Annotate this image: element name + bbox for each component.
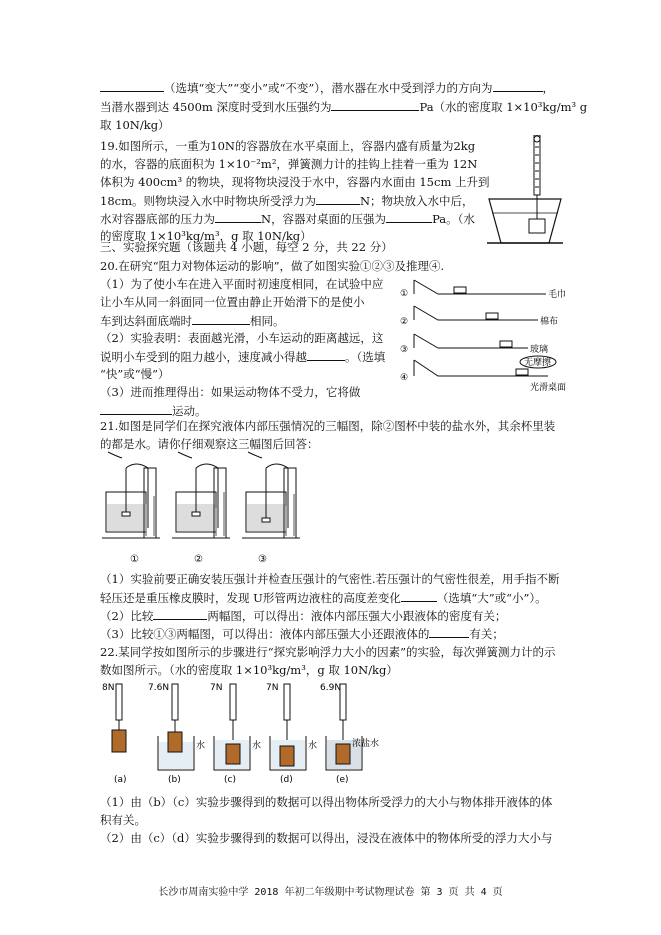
q22-line-3: （1）由（b）（c）实验步骤得到的数据可以得出物体所受浮力的大小与物体排开液体的体 [100, 795, 553, 809]
ramp-4 [400, 356, 566, 393]
block-icon [280, 746, 294, 766]
cart-icon [454, 287, 466, 293]
spring-scale-icon [284, 684, 290, 720]
surface-label: 光滑桌面 [530, 383, 567, 393]
figure-label: ③ [258, 554, 267, 565]
figure-label: ② [194, 554, 203, 565]
answer-blank[interactable] [192, 313, 250, 325]
q20-line-8: （3）进而推理得出：如果运动物体不受力，它将做 [100, 385, 361, 399]
cloud-label: 无摩擦 [524, 358, 552, 368]
figure-label: ④ [400, 373, 409, 383]
step-e [320, 683, 379, 785]
surface-label: 毛巾 [548, 290, 567, 300]
q21-line-1: 21.如图是同学们在探究液体内部压强情况的三幅图，除②图杯中装的盐水外，其余杯里装 [100, 419, 556, 433]
cart-icon [486, 313, 498, 319]
scale-reading: 8N [102, 683, 115, 693]
ramp-1 [400, 280, 566, 300]
q21-line-2: 的都是水。请你仔细观察这三幅图后回答： [100, 437, 319, 451]
cart-icon [500, 341, 512, 347]
step-a [102, 683, 127, 785]
block-icon [336, 744, 350, 764]
figure-label: ② [400, 317, 409, 327]
answer-blank[interactable] [331, 99, 419, 111]
q21-line-3: （1）实验前要正确安装压强计并检查压强计的气密性.若压强计的气密性很差，用手指不断 [100, 572, 560, 586]
figure-label: ③ [400, 345, 409, 355]
cart-icon [516, 369, 528, 375]
scale-reading: 7N [210, 683, 223, 693]
answer-blank[interactable] [386, 211, 432, 223]
block-icon [226, 744, 240, 764]
page-footer: 长沙市周南实验中学 2018 年初二年级期中考试物理试卷 第 3 页 共 4 页 [158, 887, 503, 898]
q20-line-1: 20.在研究“阻力对物体运动的影响”，做了如图实验①②③及推理④. [100, 259, 445, 273]
answer-blank[interactable] [493, 80, 543, 92]
q20-line-5: （2）实验表明：表面越光滑，小车运动的距离越远，这 [100, 331, 384, 345]
q19-line-1: 19.如图所示，一重为10N的容器放在水平桌面上，容器内盛有质量为2kg [100, 139, 476, 153]
figure-label: ① [400, 289, 409, 299]
spring-scale-icon [116, 684, 122, 720]
answer-blank[interactable] [215, 211, 261, 223]
pressure-gauge-figure [100, 448, 320, 568]
scale-reading: 7.6N [148, 683, 170, 693]
q20-line-2: （1）为了使小车在进入平面时初速度相同，在试验中应 [100, 277, 384, 291]
liquid-label: 水 [252, 741, 262, 751]
q19-line-3: 体积为 400cm³ 的物块，现将物块浸没于水中，容器内水面由 15cm 上升到 [100, 175, 490, 189]
spring-scale-icon [230, 684, 236, 720]
container-icon [489, 199, 561, 243]
q20-line-4: 车到达斜面底端时 相同。 [100, 314, 285, 328]
liquid-label: 水 [196, 741, 206, 751]
step-label: (b) [168, 775, 181, 785]
answer-blank[interactable] [429, 626, 469, 638]
block-icon [168, 732, 182, 752]
q20-line-3: 让小车从同一斜面同一位置由静止开始滑下的是使小 [100, 295, 365, 309]
q18-line-1: （选填“变大”“变小”或“不变”），潜水器在水中受到浮力的方向为 ， [100, 80, 554, 96]
step-b [148, 683, 205, 785]
ramp-3 [400, 334, 548, 355]
hand-icon [108, 452, 122, 458]
liquid-label: 水 [308, 741, 318, 751]
gauge-setup-1 [102, 452, 160, 565]
hand-icon [248, 452, 262, 458]
step-label: (a) [114, 775, 127, 785]
q22-line-5: （2）由（c）（d）实验步骤得到的数据可以得出，浸没在液体中的物体所受的浮力大小与 [100, 831, 553, 845]
spring-scale-icon [534, 135, 540, 195]
q19-line-5: 水对容器底部的压力为 N，容器对桌面的压强为 Pa。（水 [100, 212, 475, 226]
section-heading: 三、实验探究题（该题共 4 小题，每空 2 分，共 22 分） [100, 240, 393, 254]
q20-line-9: 运动。 [100, 403, 207, 419]
ramp-2 [400, 306, 558, 327]
ramp-experiment-figure [398, 274, 568, 396]
block-icon [529, 219, 545, 233]
scale-reading: 6.9N [320, 683, 342, 693]
step-label: (c) [224, 775, 236, 785]
liquid-label: 浓盐水 [352, 739, 380, 749]
q21-line-5: （2）比较 两幅图，可以得出：液体内部压强大小跟液体的密度有关； [100, 609, 507, 623]
answer-blank[interactable] [100, 403, 172, 415]
q19-line-6: 的密度取 1×10³kg/m³，g 取 10N/kg） [100, 229, 312, 243]
q18-line-2: 当潜水器到达 4500m 深度时受到水压强约为 Pa（水的密度取 1×10³kg/m³ g [100, 100, 588, 114]
q21-line-6: （3）比较①③两幅图，可以得出：液体内部压强大小还跟液体的 有关； [100, 627, 504, 641]
buoyancy-experiment-figure [100, 680, 385, 790]
gauge-setup-2 [172, 452, 230, 565]
q20-line-7: “快”或“慢”） [100, 367, 170, 381]
container-spring-scale-figure [485, 135, 565, 250]
q21-line-4: 轻压还是重压橡皮膜时，发现 U形管两边液柱的高度差变化 （选填“大”或“小”）。 [100, 591, 547, 605]
step-label: (e) [336, 775, 349, 785]
q22-line-4: 积有关。 [100, 813, 146, 827]
step-c [210, 683, 261, 785]
q19-line-2: 的水，容器的底面积为 1×10⁻²m²，弹簧测力计的挂钩上挂着一重为 12N [100, 157, 478, 171]
q20-line-6: 说明小车受到的阻力越小，速度减小得越 。（选填 [100, 350, 386, 364]
spring-scale-icon [172, 684, 178, 720]
step-d [266, 683, 317, 785]
answer-blank[interactable] [401, 590, 437, 602]
step-label: (d) [280, 775, 293, 785]
hand-icon [178, 452, 192, 458]
surface-label: 玻璃 [530, 345, 549, 355]
q18-line-3: 取 10N/kg） [100, 118, 170, 132]
figure-label: ① [130, 554, 139, 565]
gauge-setup-3 [242, 452, 300, 565]
answer-blank[interactable] [100, 80, 164, 92]
q22-line-2: 数如图所示。（水的密度取 1×10³kg/m³，g 取 10N/kg） [100, 663, 398, 677]
q22-line-1: 22.某同学按如图所示的步骤进行“探究影响浮力大小的因素”的实验，每次弹簧测力计的示 [100, 645, 556, 659]
q19-line-4: 18cm。则物块浸入水中时物块所受浮力为 N；物块放入水中后， [100, 194, 474, 208]
block-icon [112, 730, 126, 752]
surface-label: 棉布 [540, 317, 559, 327]
answer-blank[interactable] [316, 193, 360, 205]
answer-blank[interactable] [153, 608, 207, 620]
answer-blank[interactable] [307, 349, 345, 361]
scale-reading: 7N [266, 683, 279, 693]
